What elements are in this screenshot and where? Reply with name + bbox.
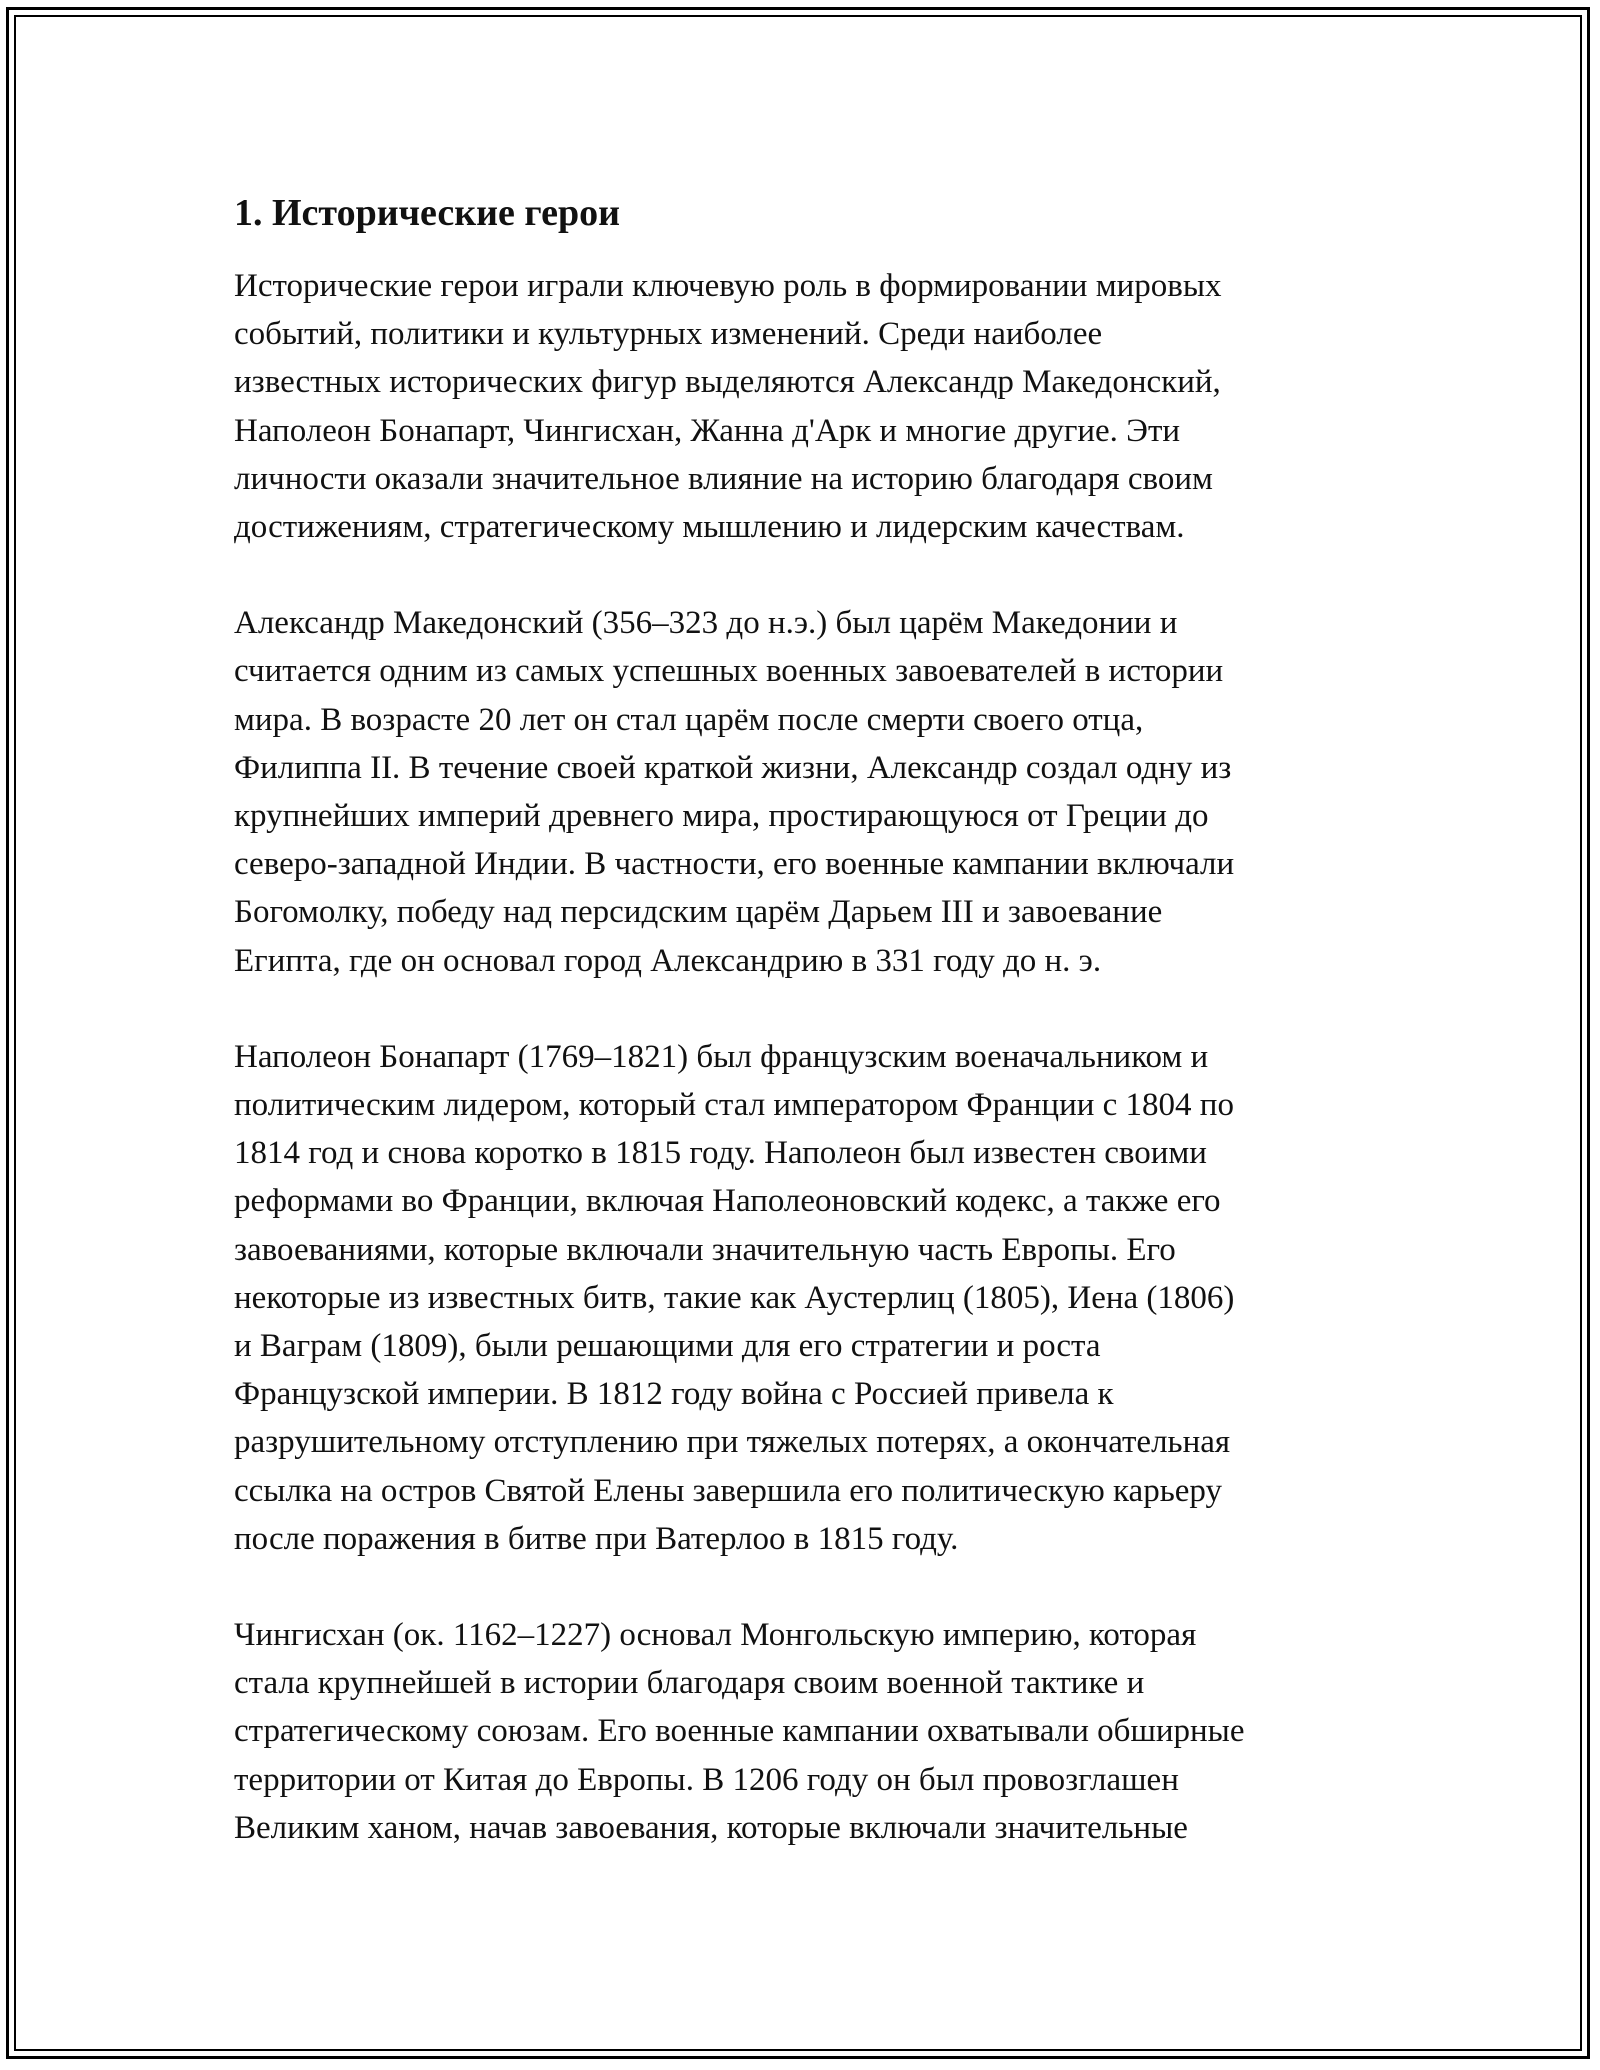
paragraph-intro: Исторические герои играли ключевую роль в формировании мировых событий, политики и культурных изменений. Среди наиболее известных исторических фигур выделяются Александр Македонский, Наполеон Бонапарт, Чингисхан, Жанна д'Арк и многие другие. Эти личности оказали значительное влияние на историю благодаря своим достижениям, стратегическому мышлению и лидерским качествам.	[234, 268, 1222, 546]
paragraph-alexander: Александр Македонский (356–323 до н.э.) был царём Македонии и считается одним из самых успешных военных завоевателей в истории мира. В возрасте 20 лет он стал царём после смерти своего отца, Филиппа II. В течение своей краткой жизни, Александр создал одну из крупнейших империй древнего мира, простирающуюся от Греции до северо-западной Индии. В частности, его военные кампании включали Богомолку, победу над персидским царём Дарьем III и завоевание Египта, где он основал город Александрию в 331 году до н. э.	[234, 605, 1235, 979]
section-heading: 1. Исторические герои	[234, 192, 621, 234]
document-body	[234, 186, 1374, 1900]
paragraph-genghis-khan: Чингисхан (ок. 1162–1227) основал Монгольскую империю, которая стала крупнейшей в истории благодаря своим военной тактике и стратегическому союзам. Его военные кампании охватывали обширные территории от Китая до Европы. В 1206 году он был провозглашен Великим ханом, начав завоевания, которые включали значительные	[234, 1617, 1245, 1846]
paragraph-napoleon: Наполеон Бонапарт (1769–1821) был французским военачальником и политическим лидером, который стал императором Франции с 1804 по 1814 год и снова коротко в 1815 году. Наполеон был известен своими реформами во Франции, включая Наполеоновский кодекс, а также его завоеваниями, которые включали значительную часть Европы. Его некоторые из известных битв, такие как Аустерлиц (1805), Иена (1806) и Ваграм (1809), были решающими для его стратегии и роста Французской империи. В 1812 году война с Россией привела к разрушительному отступлению при тяжелых потерях, а окончательная ссылка на остров Святой Елены завершила его политическую карьеру после поражения в битве при Ватерлоо в 1815 году.	[234, 1038, 1235, 1557]
